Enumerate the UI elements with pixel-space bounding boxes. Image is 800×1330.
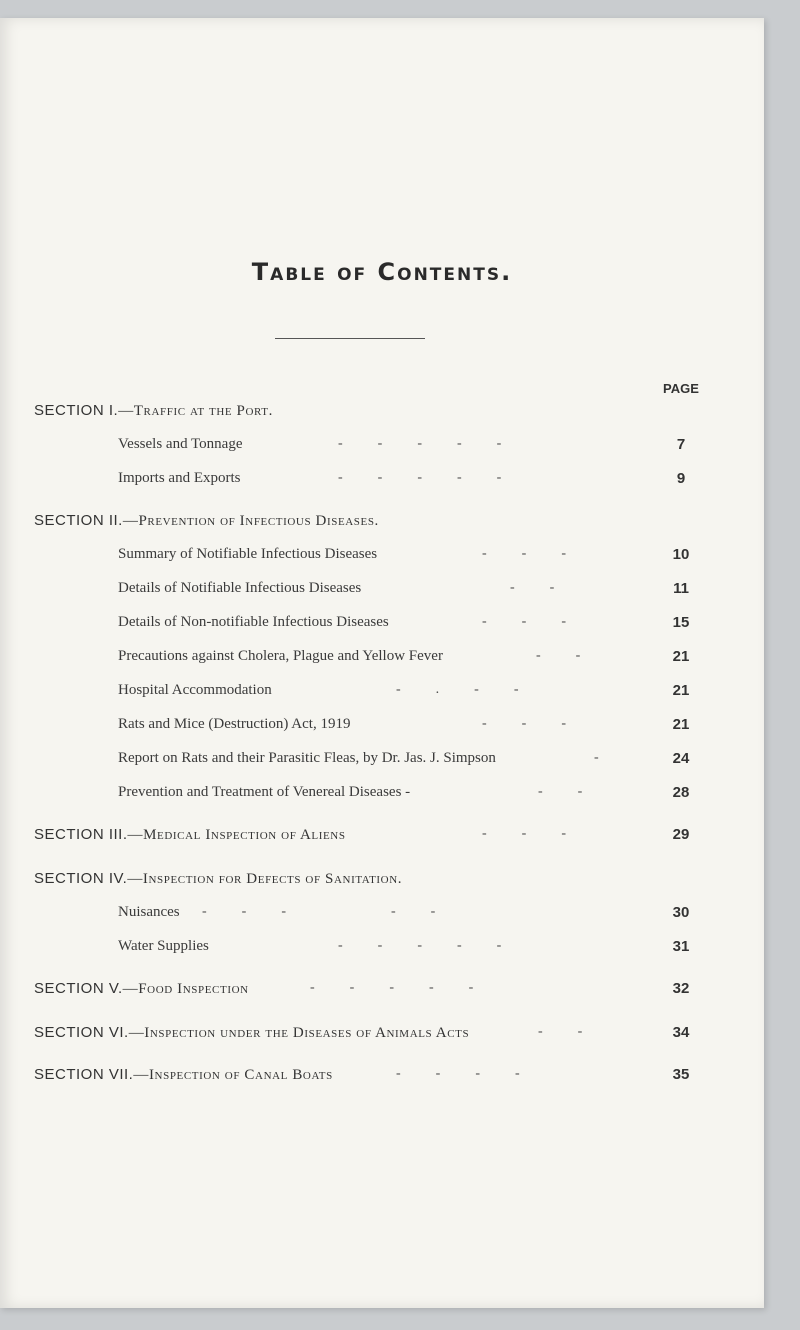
page-column-header: PAGE xyxy=(663,381,699,396)
entry-page: 31 xyxy=(672,938,690,955)
toc-section-6[interactable] xyxy=(0,1024,764,1050)
toc-entry-water-supplies[interactable] xyxy=(0,938,764,964)
toc-section-5[interactable] xyxy=(0,980,764,1006)
section-label: SECTION VII. xyxy=(34,1066,134,1083)
toc-entry-imports-exports[interactable] xyxy=(0,470,764,496)
toc-entry-nuisances[interactable] xyxy=(0,904,764,930)
entry-label: Vessels and Tonnage xyxy=(118,436,243,452)
entry-page: 21 xyxy=(672,648,690,665)
leader-dashes: - - - xyxy=(482,716,566,731)
toc-entry-hospital[interactable] xyxy=(0,682,764,708)
entry-page: 28 xyxy=(672,784,690,801)
section-title: —Inspection under the Diseases of Animals Acts xyxy=(128,1025,470,1041)
entry-label: Nuisances xyxy=(118,904,180,920)
leader-dashes: - - xyxy=(536,648,581,663)
toc-entry-rats-mice-act[interactable] xyxy=(0,716,764,742)
entry-page: 10 xyxy=(672,546,690,563)
entry-page: 21 xyxy=(672,716,690,733)
toc-section-7[interactable] xyxy=(0,1066,764,1092)
entry-page: 30 xyxy=(672,904,690,921)
section-title: —Medical Inspection of Aliens xyxy=(127,827,346,843)
entry-page: 21 xyxy=(672,682,690,699)
entry-label: Hospital Accommodation xyxy=(118,682,272,698)
entry-label: Water Supplies xyxy=(118,938,209,954)
leader-dashes: - - - xyxy=(482,546,566,561)
section-title: —Inspection of Canal Boats xyxy=(133,1067,333,1083)
leader-dashes: - - - xyxy=(482,826,566,841)
section-label: SECTION V. xyxy=(34,980,123,997)
entry-label: Details of Notifiable Infectious Diseases xyxy=(118,580,362,596)
entry-label: Report on Rats and their Parasitic Fleas, by Dr. Jas. J. Simpson xyxy=(118,750,496,766)
page-title: Table of Contents. xyxy=(251,258,513,286)
toc-entry-venereal[interactable] xyxy=(0,784,764,810)
toc-section-2[interactable] xyxy=(0,512,764,538)
leader-dashes: - - - xyxy=(482,614,566,629)
entry-page: 34 xyxy=(672,1024,690,1041)
entry-label: Prevention and Treatment of Venereal Diseases - xyxy=(118,784,411,800)
entry-page: 35 xyxy=(672,1066,690,1083)
section-title: —Traffic at the Port. xyxy=(118,403,273,419)
entry-label: Imports and Exports xyxy=(118,470,241,486)
entry-label: Rats and Mice (Destruction) Act, 1919 xyxy=(118,716,351,732)
leader-dashes: - - xyxy=(538,784,583,799)
entry-page: 9 xyxy=(676,470,686,487)
document-page xyxy=(0,18,764,1308)
section-label: SECTION I. xyxy=(34,402,119,419)
entry-label: Details of Non-notifiable Infectious Diseases xyxy=(118,614,389,630)
section-label: SECTION VI. xyxy=(34,1024,129,1041)
leader-dashes: - - - - - xyxy=(310,980,474,995)
toc-entry-summary-notifiable[interactable] xyxy=(0,546,764,572)
leader-dashes: - - - - xyxy=(396,1066,520,1081)
section-label: SECTION III. xyxy=(34,826,128,843)
toc-entry-vessels-tonnage[interactable] xyxy=(0,436,764,462)
toc-section-3[interactable] xyxy=(0,826,764,852)
entry-page: 7 xyxy=(676,436,686,453)
title-divider xyxy=(275,338,425,339)
entry-label: Summary of Notifiable Infectious Diseases xyxy=(118,546,378,562)
toc-entry-details-notifiable[interactable] xyxy=(0,580,764,606)
toc-entry-precautions[interactable] xyxy=(0,648,764,674)
leader-dashes: - - - - - xyxy=(202,904,436,919)
entry-page: 29 xyxy=(672,826,690,843)
toc-section-1[interactable] xyxy=(0,402,764,428)
entry-page: 11 xyxy=(673,580,689,597)
toc-section-4[interactable] xyxy=(0,870,764,896)
leader-dashes: - xyxy=(594,750,599,765)
section-label: SECTION II. xyxy=(34,512,123,529)
entry-page: 32 xyxy=(672,980,690,997)
leader-dashes: - - xyxy=(538,1024,583,1039)
section-title: —Inspection for Defects of Sanitation. xyxy=(127,871,403,887)
leader-dashes: - - xyxy=(510,580,555,595)
section-title: —Prevention of Infectious Diseases. xyxy=(122,513,379,529)
leader-dashes: - - - - - xyxy=(338,938,502,953)
entry-page: 15 xyxy=(672,614,690,631)
leader-dashes: - - - - - xyxy=(338,470,502,485)
entry-label: Precautions against Cholera, Plague and Yellow Fever xyxy=(118,648,443,664)
leader-dashes: - - - - - xyxy=(338,436,502,451)
section-title: —Food Inspection xyxy=(122,981,249,997)
entry-page: 24 xyxy=(672,750,690,767)
toc-entry-rats-fleas-report[interactable] xyxy=(0,750,764,776)
toc-entry-details-non-notifiable[interactable] xyxy=(0,614,764,640)
section-label: SECTION IV. xyxy=(34,870,128,887)
leader-dashes: - . - - xyxy=(396,682,519,697)
